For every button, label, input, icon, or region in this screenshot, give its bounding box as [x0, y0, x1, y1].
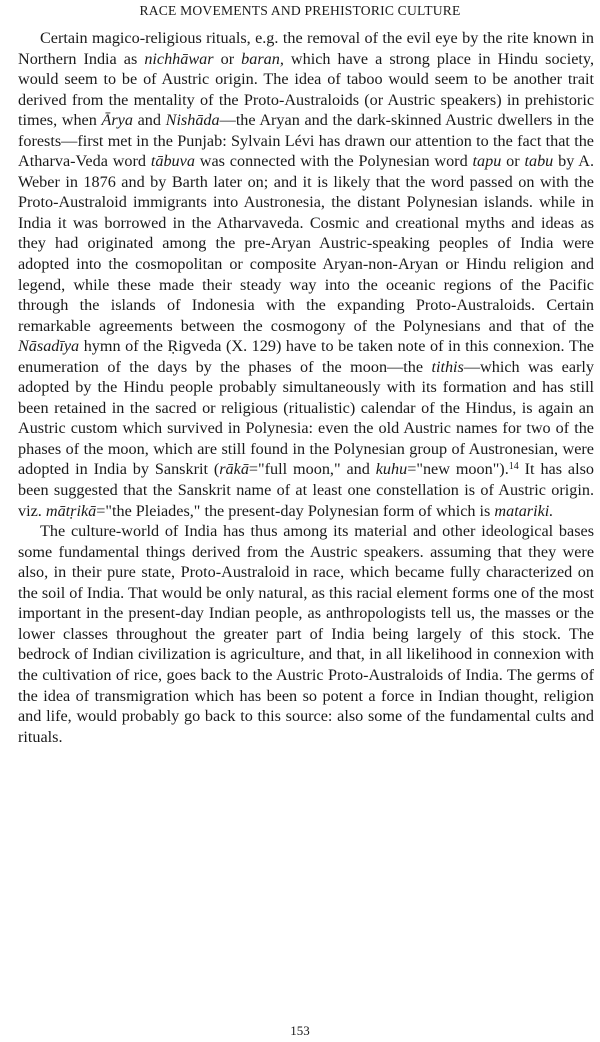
running-head: RACE MOVEMENTS AND PREHISTORIC CULTURE: [139, 3, 461, 18]
italic-term: tapu: [472, 152, 502, 171]
text-run: or: [501, 152, 525, 171]
text-run: —which was early adopted by the Hindu people probably simultaneously with its formation and has still been retained in the sacred or religious (ritualistic) calendar of the Hindus, is again an Austric custom which survived in Polynesia: even the old Austric names for two of the phases of the moon, which are still found in the Polynesian group of Austronesian, were adopted in India by Sanskrit (: [18, 357, 594, 479]
text-run: ="full moon," and: [248, 460, 376, 479]
text-run: Certain magico-religious rituals, e.g. the removal of the evil eye by the rite known in Northern India as: [18, 29, 594, 68]
page-number: 153: [290, 1023, 310, 1038]
italic-term: Nishāda: [165, 111, 220, 130]
text-run: —the Aryan and the dark-skinned Austric dwellers in the forests—first met in the Punjab: Sylvain Lévi has drawn our attention to the fact that the Atharva-Veda word: [18, 111, 594, 171]
paragraph-1: [18, 28, 594, 521]
text-run: was connected with the Polynesian word: [194, 152, 473, 171]
italic-term: tabu: [524, 152, 554, 171]
italic-term: matariki.: [494, 501, 554, 520]
italic-term: Nāsadīya: [18, 337, 80, 356]
text-run: which have a strong place in Hindu society, would seem to be of Austric origin. The idea of taboo would seem to be another trait derived from the mentality of the Proto-Australoids (or Austric speakers) in prehistoric times, when: [18, 49, 595, 130]
footnote-marker: 14: [508, 461, 519, 473]
italic-term: Ārya: [101, 111, 133, 130]
text-run: and: [132, 111, 166, 130]
text-run: It has also been suggested that the Sanskrit name of at least one constellation is of Austric origin. viz.: [18, 460, 594, 520]
italic-term: nichhāwar: [144, 49, 214, 68]
text-run: ="new moon").: [407, 460, 509, 479]
paragraph-2: The culture-world of India has thus among its material and other ideological bases some fundamental things derived from the Austric speakers. assuming that they were also, in their pure state, Proto-Australoid in race, which became fully characterized on the soil of India. That would be only natural, as this racial element forms one of the most important in the present-day Indian people, as anthropologists tell us, the masses or the lower classes throughout the greater part of India being largely of this stock. The bedrock of Indian civilization is agriculture, and that, in all likelihood in connexion with the cultivation of rice, goes back to the Austric Proto-Australoids of India. The germs of the idea of transmigration which has been so potent a force in Indian thought, religion and life, would probably go back to this source: also some of the fundamental cults and rituals.: [18, 522, 594, 746]
italic-term: rākā: [219, 460, 249, 479]
body-text: [18, 28, 594, 747]
italic-term: mātṛikā: [45, 501, 97, 520]
italic-term: tābuva: [150, 152, 195, 171]
italic-term: baran,: [241, 49, 284, 68]
text-run: hymn of the Ṛigveda (X. 129) have to be taken note of in this connexion. The enumeration of the days by the phases of the moon—the: [18, 337, 594, 376]
italic-term: kuhu: [375, 460, 408, 479]
text-run: by A. Weber in 1876 and by Barth later on; and it is likely that the word passed on with the Proto-Australoid immigrants into Austronesia, the distant Polynesian islands. while in India it was borrowed in the Atharvaveda. Cosmic and creational myths and ideas as they had originated among the pre-Aryan Austric-speaking peoples of India were adopted into the cosmopolitan or composite Aryan-non-Aryan or Hindu religion and legend, while these made their steady way into the oceanic regions of the Pacific through the islands of Indonesia with the expanding Proto-Australoids. Certain remarkable agreements between the cosmogony of the Polynesians and that of the: [18, 152, 595, 335]
italic-term: tithis: [431, 357, 464, 376]
text-run: or: [213, 49, 242, 68]
text-run: ="the Pleiades," the present-day Polynesian form of which is: [96, 501, 495, 520]
